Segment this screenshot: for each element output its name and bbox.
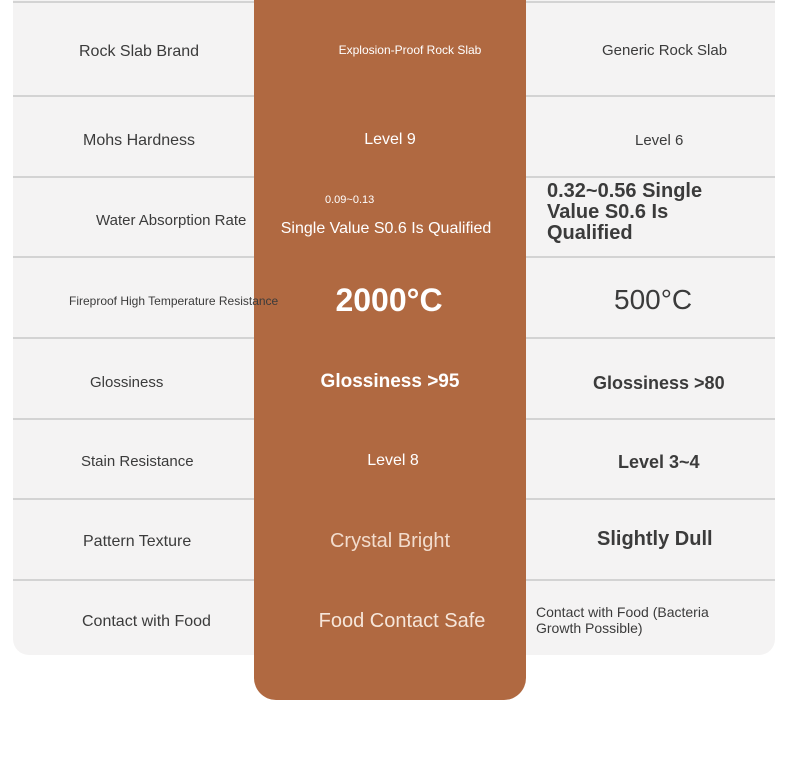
- row-label: Fireproof High Temperature Resistance: [69, 294, 279, 308]
- highlight-value: Crystal Bright: [329, 529, 451, 552]
- row-label: Contact with Food: [82, 613, 211, 630]
- row-label: Glossiness: [90, 373, 164, 391]
- generic-value: Glossiness >80: [593, 372, 725, 393]
- generic-value: Slightly Dull: [597, 527, 713, 550]
- highlight-value: Food Contact Safe: [318, 609, 486, 632]
- generic-value: Level 3~4: [618, 451, 700, 472]
- row-label: Mohs Hardness: [83, 132, 196, 149]
- highlight-value: Glossiness >95: [320, 371, 460, 392]
- row-label: Stain Resistance: [81, 452, 194, 470]
- highlight-column: [254, 0, 526, 700]
- generic-value: 0.32~0.56 Single Value S0.6 Is Qualified: [547, 179, 703, 244]
- highlight-value: 2000°C: [335, 281, 443, 318]
- row-label: Water Absorption Rate: [96, 211, 247, 229]
- highlight-value: Level 8: [367, 452, 419, 469]
- generic-value: 500°C: [614, 284, 693, 315]
- highlight-value: Single Value S0.6 Is Qualified: [280, 220, 492, 237]
- highlight-small-value: 0.09~0.13: [325, 194, 375, 206]
- highlight-value: Level 9: [364, 131, 416, 148]
- highlight-value: Explosion-Proof Rock Slab: [338, 43, 482, 57]
- generic-value: Generic Rock Slab: [602, 41, 728, 59]
- row-label: Pattern Texture: [83, 533, 192, 550]
- row-label: Rock Slab Brand: [79, 43, 200, 60]
- generic-value: Contact with Food (Bacteria Growth Possible): [536, 604, 709, 636]
- generic-value: Level 6: [635, 131, 684, 149]
